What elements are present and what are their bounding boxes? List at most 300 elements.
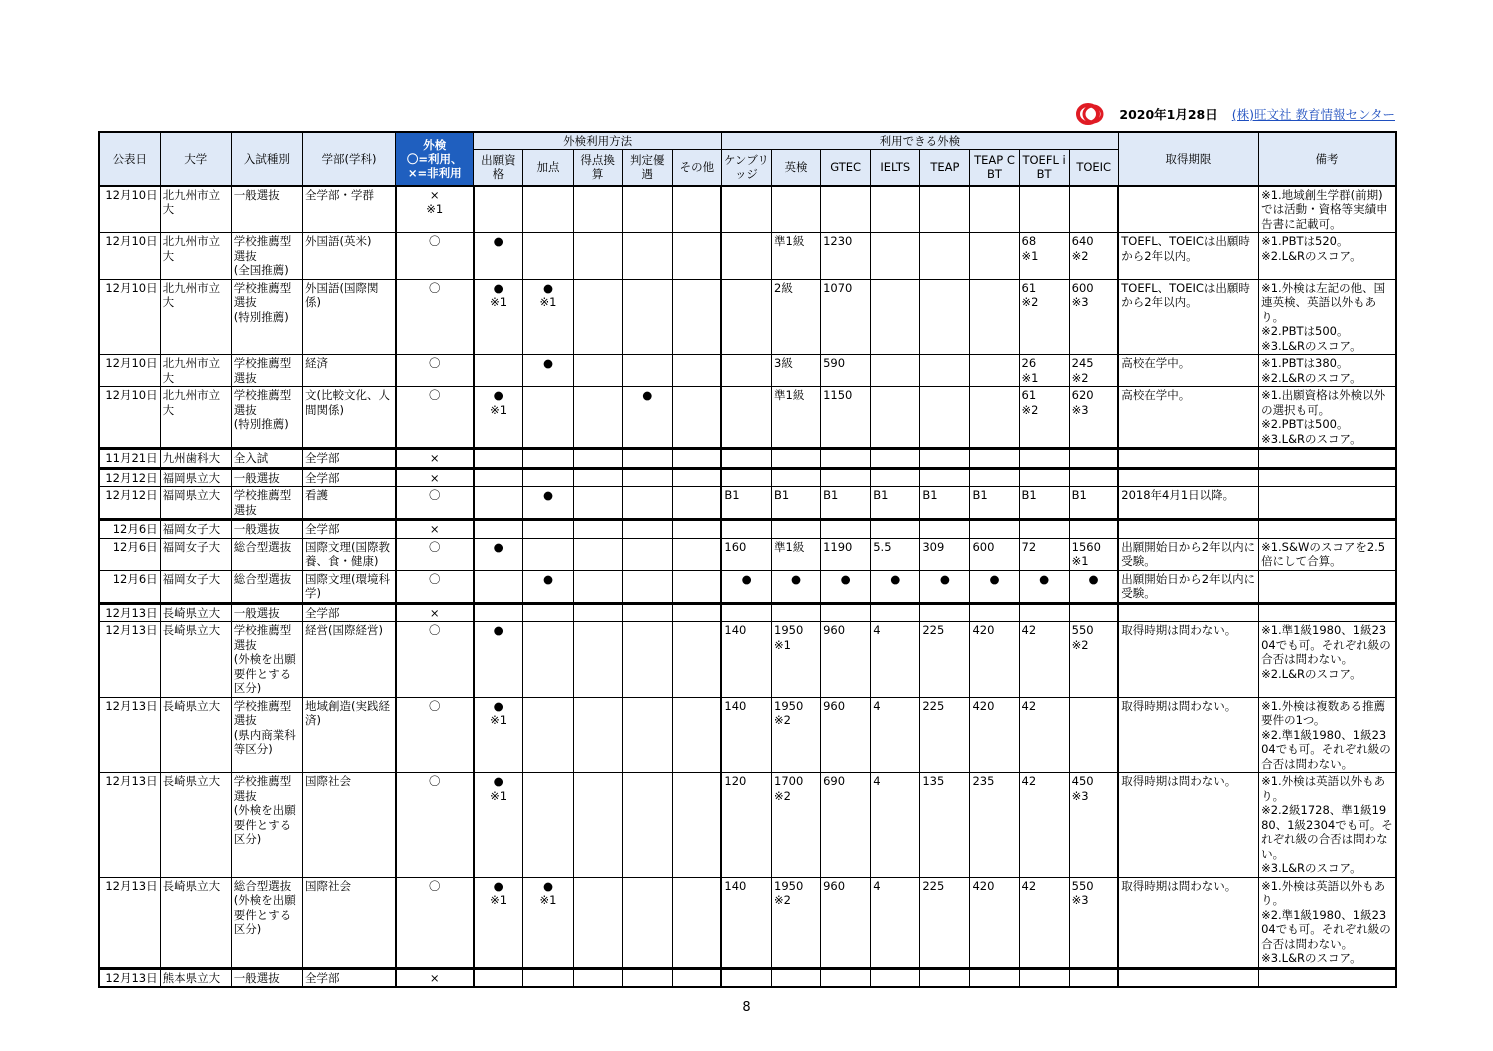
- cell-faculty: 全学部・学群: [302, 186, 395, 233]
- col-test-gtec: GTEC: [821, 150, 871, 186]
- cell-test: 225: [920, 622, 970, 698]
- col-test-cambridge: ケンブリッジ: [721, 150, 771, 186]
- cell-test: 61 ※2: [1019, 279, 1069, 355]
- cell-method: [622, 968, 672, 987]
- cell-test: [920, 186, 970, 233]
- cell-method: [622, 355, 672, 387]
- cell-test: [1069, 449, 1118, 469]
- cell-gaiken: ×: [396, 449, 474, 469]
- cell-notes: [1259, 968, 1396, 987]
- cell-method: [573, 449, 622, 469]
- cell-test: [871, 520, 920, 539]
- cell-method: [622, 570, 672, 603]
- cell-method: [474, 186, 523, 233]
- col-test-toeic: TOEIC: [1069, 150, 1118, 186]
- cell-test: 120: [721, 773, 771, 878]
- cell-test: 140: [721, 697, 771, 773]
- cell-test: 準1級: [772, 233, 821, 280]
- cell-method: [523, 186, 573, 233]
- cell-test: [821, 603, 871, 622]
- cell-test: ●: [970, 570, 1019, 603]
- publish-date: 2020年1月28日: [1119, 107, 1218, 122]
- cell-method: [672, 570, 721, 603]
- cell-test: 1150: [821, 387, 871, 449]
- cell-method: [672, 468, 721, 487]
- cell-test: 4: [871, 697, 920, 773]
- cell-test: 1700 ※2: [772, 773, 821, 878]
- test-group: 利用できる外検: [721, 132, 1118, 150]
- cell-method: [474, 468, 523, 487]
- cell-test: [721, 968, 771, 987]
- table-row: [99, 622, 1396, 698]
- cell-exam: 総合型選抜 (外検を出願要件とする区分): [231, 877, 302, 968]
- cell-gaiken: ×: [396, 468, 474, 487]
- cell-exam: 一般選抜: [231, 468, 302, 487]
- cell-test: [1069, 520, 1118, 539]
- cell-test: 72: [1019, 538, 1069, 570]
- cell-date: 12月13日: [99, 603, 160, 622]
- col-test-teap-cbt: TEAP CBT: [970, 150, 1019, 186]
- page-header: [1075, 100, 1395, 128]
- cell-method: [573, 877, 622, 968]
- cell-test: 42: [1019, 697, 1069, 773]
- cell-test: [871, 968, 920, 987]
- cell-test: 420: [970, 697, 1019, 773]
- cell-faculty: 国際文理(環境科学): [302, 570, 395, 603]
- cell-period: 取得時期は問わない。: [1118, 622, 1258, 698]
- cell-exam: 一般選抜: [231, 520, 302, 539]
- cell-date: 12月13日: [99, 697, 160, 773]
- cell-notes: [1259, 449, 1396, 469]
- cell-gaiken: ×: [396, 603, 474, 622]
- cell-method: [573, 233, 622, 280]
- cell-gaiken: ×: [396, 520, 474, 539]
- table-row: [99, 570, 1396, 603]
- cell-faculty: 外国語(英米): [302, 233, 395, 280]
- cell-date: 12月6日: [99, 520, 160, 539]
- cell-notes: [1259, 487, 1396, 520]
- table-row: [99, 968, 1396, 987]
- cell-test: [1019, 449, 1069, 469]
- cell-method: [523, 773, 573, 878]
- cell-notes: [1259, 603, 1396, 622]
- cell-period: 取得時期は問わない。: [1118, 697, 1258, 773]
- cell-method: [573, 468, 622, 487]
- cell-method: ●: [474, 538, 523, 570]
- cell-exam: 学校推薦型選抜 (特別推薦): [231, 387, 302, 449]
- table-row: [99, 520, 1396, 539]
- cell-test: [970, 355, 1019, 387]
- cell-test: 26 ※1: [1019, 355, 1069, 387]
- cell-faculty: 全学部: [302, 449, 395, 469]
- cell-faculty: 全学部: [302, 520, 395, 539]
- cell-test: 600: [970, 538, 1019, 570]
- cell-test: [920, 387, 970, 449]
- cell-test: B1: [1019, 487, 1069, 520]
- cell-gaiken: 〇: [396, 355, 474, 387]
- cell-test: [1019, 186, 1069, 233]
- cell-method: [523, 468, 573, 487]
- cell-period: 取得時期は問わない。: [1118, 773, 1258, 878]
- cell-test: [871, 449, 920, 469]
- cell-method: [573, 773, 622, 878]
- table-row: [99, 355, 1396, 387]
- cell-test: 960: [821, 877, 871, 968]
- cell-test: [1019, 520, 1069, 539]
- cell-faculty: 看護: [302, 487, 395, 520]
- col-method-1: 出願資格: [474, 150, 523, 186]
- cell-test: 420: [970, 877, 1019, 968]
- cell-notes: [1259, 570, 1396, 603]
- cell-exam: 総合型選抜: [231, 538, 302, 570]
- cell-period: [1118, 520, 1258, 539]
- cell-faculty: 全学部: [302, 968, 395, 987]
- table-row: [99, 773, 1396, 878]
- cell-method: [622, 773, 672, 878]
- table-row: [99, 877, 1396, 968]
- table-row: [99, 233, 1396, 280]
- cell-test: 550 ※3: [1069, 877, 1118, 968]
- cell-exam: 学校推薦型選抜 (特別推薦): [231, 279, 302, 355]
- cell-method: [573, 622, 622, 698]
- cell-test: 225: [920, 877, 970, 968]
- cell-method: [622, 468, 672, 487]
- cell-test: [970, 186, 1019, 233]
- cell-exam: 一般選抜: [231, 186, 302, 233]
- col-method-2: 加点: [523, 150, 573, 186]
- cell-test: [772, 186, 821, 233]
- cell-test: 960: [821, 622, 871, 698]
- cell-period: 高校在学中。: [1118, 387, 1258, 449]
- cell-date: 12月10日: [99, 186, 160, 233]
- cell-test: 135: [920, 773, 970, 878]
- cell-method: [523, 387, 573, 449]
- cell-method: [672, 603, 721, 622]
- cell-exam: 全入試: [231, 449, 302, 469]
- cell-test: 4: [871, 622, 920, 698]
- cell-faculty: 外国語(国際関係): [302, 279, 395, 355]
- cell-test: [920, 449, 970, 469]
- cell-test: 5.5: [871, 538, 920, 570]
- cell-gaiken: ×: [396, 968, 474, 987]
- cell-exam: 学校推薦型選抜: [231, 487, 302, 520]
- cell-test: 42: [1019, 877, 1069, 968]
- cell-period: [1118, 603, 1258, 622]
- cell-test: [721, 449, 771, 469]
- cell-test: [1019, 468, 1069, 487]
- cell-notes: ※1.出願資格は外検以外の選択も可。 ※2.PBTは500。 ※3.L&Rのスコア。: [1259, 387, 1396, 449]
- cell-test: 550 ※2: [1069, 622, 1118, 698]
- col-date: 公表日: [99, 132, 160, 186]
- cell-method: [573, 697, 622, 773]
- cell-method: [672, 622, 721, 698]
- cell-test: 960: [821, 697, 871, 773]
- cell-test: [1069, 186, 1118, 233]
- cell-test: [871, 387, 920, 449]
- cell-test: [821, 968, 871, 987]
- cell-test: [970, 603, 1019, 622]
- cell-period: [1118, 186, 1258, 233]
- cell-method: ● ※1: [523, 279, 573, 355]
- cell-method: [622, 279, 672, 355]
- cell-method: [474, 968, 523, 987]
- cell-test: [871, 468, 920, 487]
- cell-test: 1560 ※1: [1069, 538, 1118, 570]
- cell-test: [970, 233, 1019, 280]
- cell-method: [672, 538, 721, 570]
- cell-gaiken: 〇: [396, 387, 474, 449]
- cell-method: [622, 697, 672, 773]
- cell-univ: 福岡県立大: [160, 468, 231, 487]
- cell-date: 12月12日: [99, 468, 160, 487]
- cell-test: 1950 ※1: [772, 622, 821, 698]
- cell-period: 2018年4月1日以降。: [1118, 487, 1258, 520]
- cell-date: 12月10日: [99, 355, 160, 387]
- cell-univ: 長崎県立大: [160, 773, 231, 878]
- cell-test: [721, 520, 771, 539]
- cell-method: [672, 449, 721, 469]
- col-gaiken: [396, 132, 474, 186]
- cell-date: 12月10日: [99, 387, 160, 449]
- cell-exam: 総合型選抜: [231, 570, 302, 603]
- cell-method: [573, 570, 622, 603]
- cell-faculty: 地域創造(実践経済): [302, 697, 395, 773]
- table-body: [99, 186, 1396, 988]
- cell-test: 4: [871, 877, 920, 968]
- cell-test: [871, 233, 920, 280]
- cell-faculty: 文(比較文化、人間関係): [302, 387, 395, 449]
- cell-test: [821, 468, 871, 487]
- cell-gaiken: 〇: [396, 233, 474, 280]
- cell-test: [871, 186, 920, 233]
- col-test-toefl: TOEFL iBT: [1019, 150, 1069, 186]
- cell-test: 1230: [821, 233, 871, 280]
- cell-test: [920, 968, 970, 987]
- col-notes: 備考: [1259, 132, 1396, 186]
- cell-method: [474, 520, 523, 539]
- table-row: [99, 387, 1396, 449]
- cell-test: [821, 186, 871, 233]
- cell-period: TOEFL、TOEICは出願時から2年以内。: [1118, 279, 1258, 355]
- cell-test: [920, 603, 970, 622]
- cell-test: B1: [772, 487, 821, 520]
- cell-method: [672, 487, 721, 520]
- cell-method: [672, 355, 721, 387]
- cell-method: ●: [474, 622, 523, 698]
- cell-faculty: 全学部: [302, 468, 395, 487]
- org-link[interactable]: (株)旺文社 教育情報センター: [1231, 107, 1395, 122]
- table-row: [99, 279, 1396, 355]
- cell-test: [721, 279, 771, 355]
- cell-method: ● ※1: [474, 877, 523, 968]
- cell-test: [920, 355, 970, 387]
- cell-period: 出願開始日から2年以内に受験。: [1118, 570, 1258, 603]
- cell-test: [772, 603, 821, 622]
- cell-test: [821, 520, 871, 539]
- cell-method: [573, 387, 622, 449]
- cell-method: [573, 355, 622, 387]
- cell-test: [871, 279, 920, 355]
- col-method-3: 得点換算: [573, 150, 622, 186]
- col-gaiken-title: 外検: [423, 137, 447, 152]
- cell-test: [1019, 968, 1069, 987]
- cell-gaiken: 〇: [396, 538, 474, 570]
- cell-univ: 九州歯科大: [160, 449, 231, 469]
- cell-method: [523, 520, 573, 539]
- cell-faculty: 国際社会: [302, 773, 395, 878]
- cell-test: [772, 468, 821, 487]
- cell-method: [573, 279, 622, 355]
- cell-test: 245 ※2: [1069, 355, 1118, 387]
- cell-notes: ※1.PBTは520。 ※2.L&Rのスコア。: [1259, 233, 1396, 280]
- cell-period: 高校在学中。: [1118, 355, 1258, 387]
- cell-notes: ※1.外検は英語以外もあり。 ※2.準1級1980、1級2304でも可。それぞれ級の合否は問わない。 ※3.L&Rのスコア。: [1259, 877, 1396, 968]
- cell-test: [721, 355, 771, 387]
- cell-test: 42: [1019, 622, 1069, 698]
- cell-date: 12月13日: [99, 968, 160, 987]
- cell-date: 12月10日: [99, 279, 160, 355]
- obunsha-logo-icon: [1075, 101, 1105, 127]
- cell-gaiken: 〇: [396, 487, 474, 520]
- cell-test: 68 ※1: [1019, 233, 1069, 280]
- cell-test: ●: [772, 570, 821, 603]
- cell-method: [622, 487, 672, 520]
- cell-notes: ※1.地域創生学群(前期)では活動・資格等実績申告書に記載可。: [1259, 186, 1396, 233]
- cell-test: 690: [821, 773, 871, 878]
- cell-test: [721, 186, 771, 233]
- cell-faculty: 経済: [302, 355, 395, 387]
- page-number: 8: [742, 1000, 751, 1015]
- cell-univ: 熊本県立大: [160, 968, 231, 987]
- cell-method: ● ※1: [474, 773, 523, 878]
- cell-method: ●: [474, 233, 523, 280]
- cell-test: B1: [920, 487, 970, 520]
- table-row: [99, 186, 1396, 233]
- table-row: [99, 603, 1396, 622]
- cell-period: [1118, 468, 1258, 487]
- cell-test: [970, 387, 1019, 449]
- cell-exam: 一般選抜: [231, 968, 302, 987]
- cell-univ: 福岡女子大: [160, 538, 231, 570]
- cell-method: [573, 487, 622, 520]
- cell-method: [573, 603, 622, 622]
- cell-method: [523, 697, 573, 773]
- col-period: 取得期限: [1118, 132, 1258, 186]
- cell-test: [721, 603, 771, 622]
- cell-method: [523, 968, 573, 987]
- cell-test: [920, 468, 970, 487]
- table-row: [99, 487, 1396, 520]
- cell-notes: ※1.外検は複数ある推薦要件の1つ。 ※2.準1級1980、1級2304でも可。それぞれ級の合否は問わない。: [1259, 697, 1396, 773]
- cell-test: [721, 468, 771, 487]
- cell-test: 3級: [772, 355, 821, 387]
- cell-test: [970, 968, 1019, 987]
- cell-test: 1950 ※2: [772, 697, 821, 773]
- cell-method: ●: [523, 355, 573, 387]
- cell-method: [672, 773, 721, 878]
- cell-test: [772, 449, 821, 469]
- cell-exam: 学校推薦型選抜 (外検を出願要件とする区分): [231, 773, 302, 878]
- cell-date: 12月10日: [99, 233, 160, 280]
- method-group: 外検利用方法: [474, 132, 722, 150]
- cell-univ: 北九州市立大: [160, 186, 231, 233]
- cell-test: 140: [721, 877, 771, 968]
- cell-method: [523, 622, 573, 698]
- cell-test: [871, 355, 920, 387]
- cell-test: ●: [721, 570, 771, 603]
- cell-test: [721, 387, 771, 449]
- cell-univ: 長崎県立大: [160, 877, 231, 968]
- col-method-4: 判定優遇: [622, 150, 672, 186]
- cell-method: [672, 387, 721, 449]
- cell-test: B1: [721, 487, 771, 520]
- cell-test: 420: [970, 622, 1019, 698]
- cell-method: ● ※1: [474, 279, 523, 355]
- cell-method: [523, 233, 573, 280]
- cell-method: [474, 570, 523, 603]
- cell-method: [672, 279, 721, 355]
- cell-method: [474, 487, 523, 520]
- cell-univ: 福岡女子大: [160, 570, 231, 603]
- cell-method: [622, 520, 672, 539]
- col-exam: 入試種別: [231, 132, 302, 186]
- col-univ: 大学: [160, 132, 231, 186]
- cell-method: [622, 603, 672, 622]
- cell-test: 1950 ※2: [772, 877, 821, 968]
- cell-notes: ※1.準1級1980、1級2304でも可。それぞれ級の合否は問わない。 ※2.L&Rのスコア。: [1259, 622, 1396, 698]
- cell-method: [622, 538, 672, 570]
- cell-univ: 北九州市立大: [160, 355, 231, 387]
- cell-test: 42: [1019, 773, 1069, 878]
- cell-notes: [1259, 468, 1396, 487]
- cell-exam: 学校推薦型選抜 (県内商業科等区分): [231, 697, 302, 773]
- cell-test: [920, 279, 970, 355]
- cell-method: ● ※1: [474, 387, 523, 449]
- cell-test: [970, 520, 1019, 539]
- cell-test: 590: [821, 355, 871, 387]
- cell-date: 12月6日: [99, 538, 160, 570]
- cell-test: 準1級: [772, 387, 821, 449]
- cell-test: [1069, 697, 1118, 773]
- cell-method: [672, 186, 721, 233]
- cell-period: 取得時期は問わない。: [1118, 877, 1258, 968]
- cell-test: [721, 233, 771, 280]
- cell-test: ●: [920, 570, 970, 603]
- cell-date: 12月12日: [99, 487, 160, 520]
- cell-method: [622, 233, 672, 280]
- col-faculty: 学部(学科): [302, 132, 395, 186]
- cell-method: [622, 449, 672, 469]
- cell-gaiken: 〇: [396, 570, 474, 603]
- cell-test: B1: [821, 487, 871, 520]
- cell-date: 11月21日: [99, 449, 160, 469]
- cell-method: [474, 449, 523, 469]
- cell-period: TOEFL、TOEICは出願時から2年以内。: [1118, 233, 1258, 280]
- cell-univ: 北九州市立大: [160, 279, 231, 355]
- cell-method: [573, 538, 622, 570]
- cell-method: ●: [523, 487, 573, 520]
- cell-faculty: 国際社会: [302, 877, 395, 968]
- cell-test: 450 ※3: [1069, 773, 1118, 878]
- cell-test: B1: [1069, 487, 1118, 520]
- cell-gaiken: 〇: [396, 622, 474, 698]
- cell-test: [920, 520, 970, 539]
- cell-method: [672, 877, 721, 968]
- cell-date: 12月13日: [99, 773, 160, 878]
- cell-univ: 北九州市立大: [160, 387, 231, 449]
- table-row: [99, 468, 1396, 487]
- exam-table: [98, 131, 1397, 988]
